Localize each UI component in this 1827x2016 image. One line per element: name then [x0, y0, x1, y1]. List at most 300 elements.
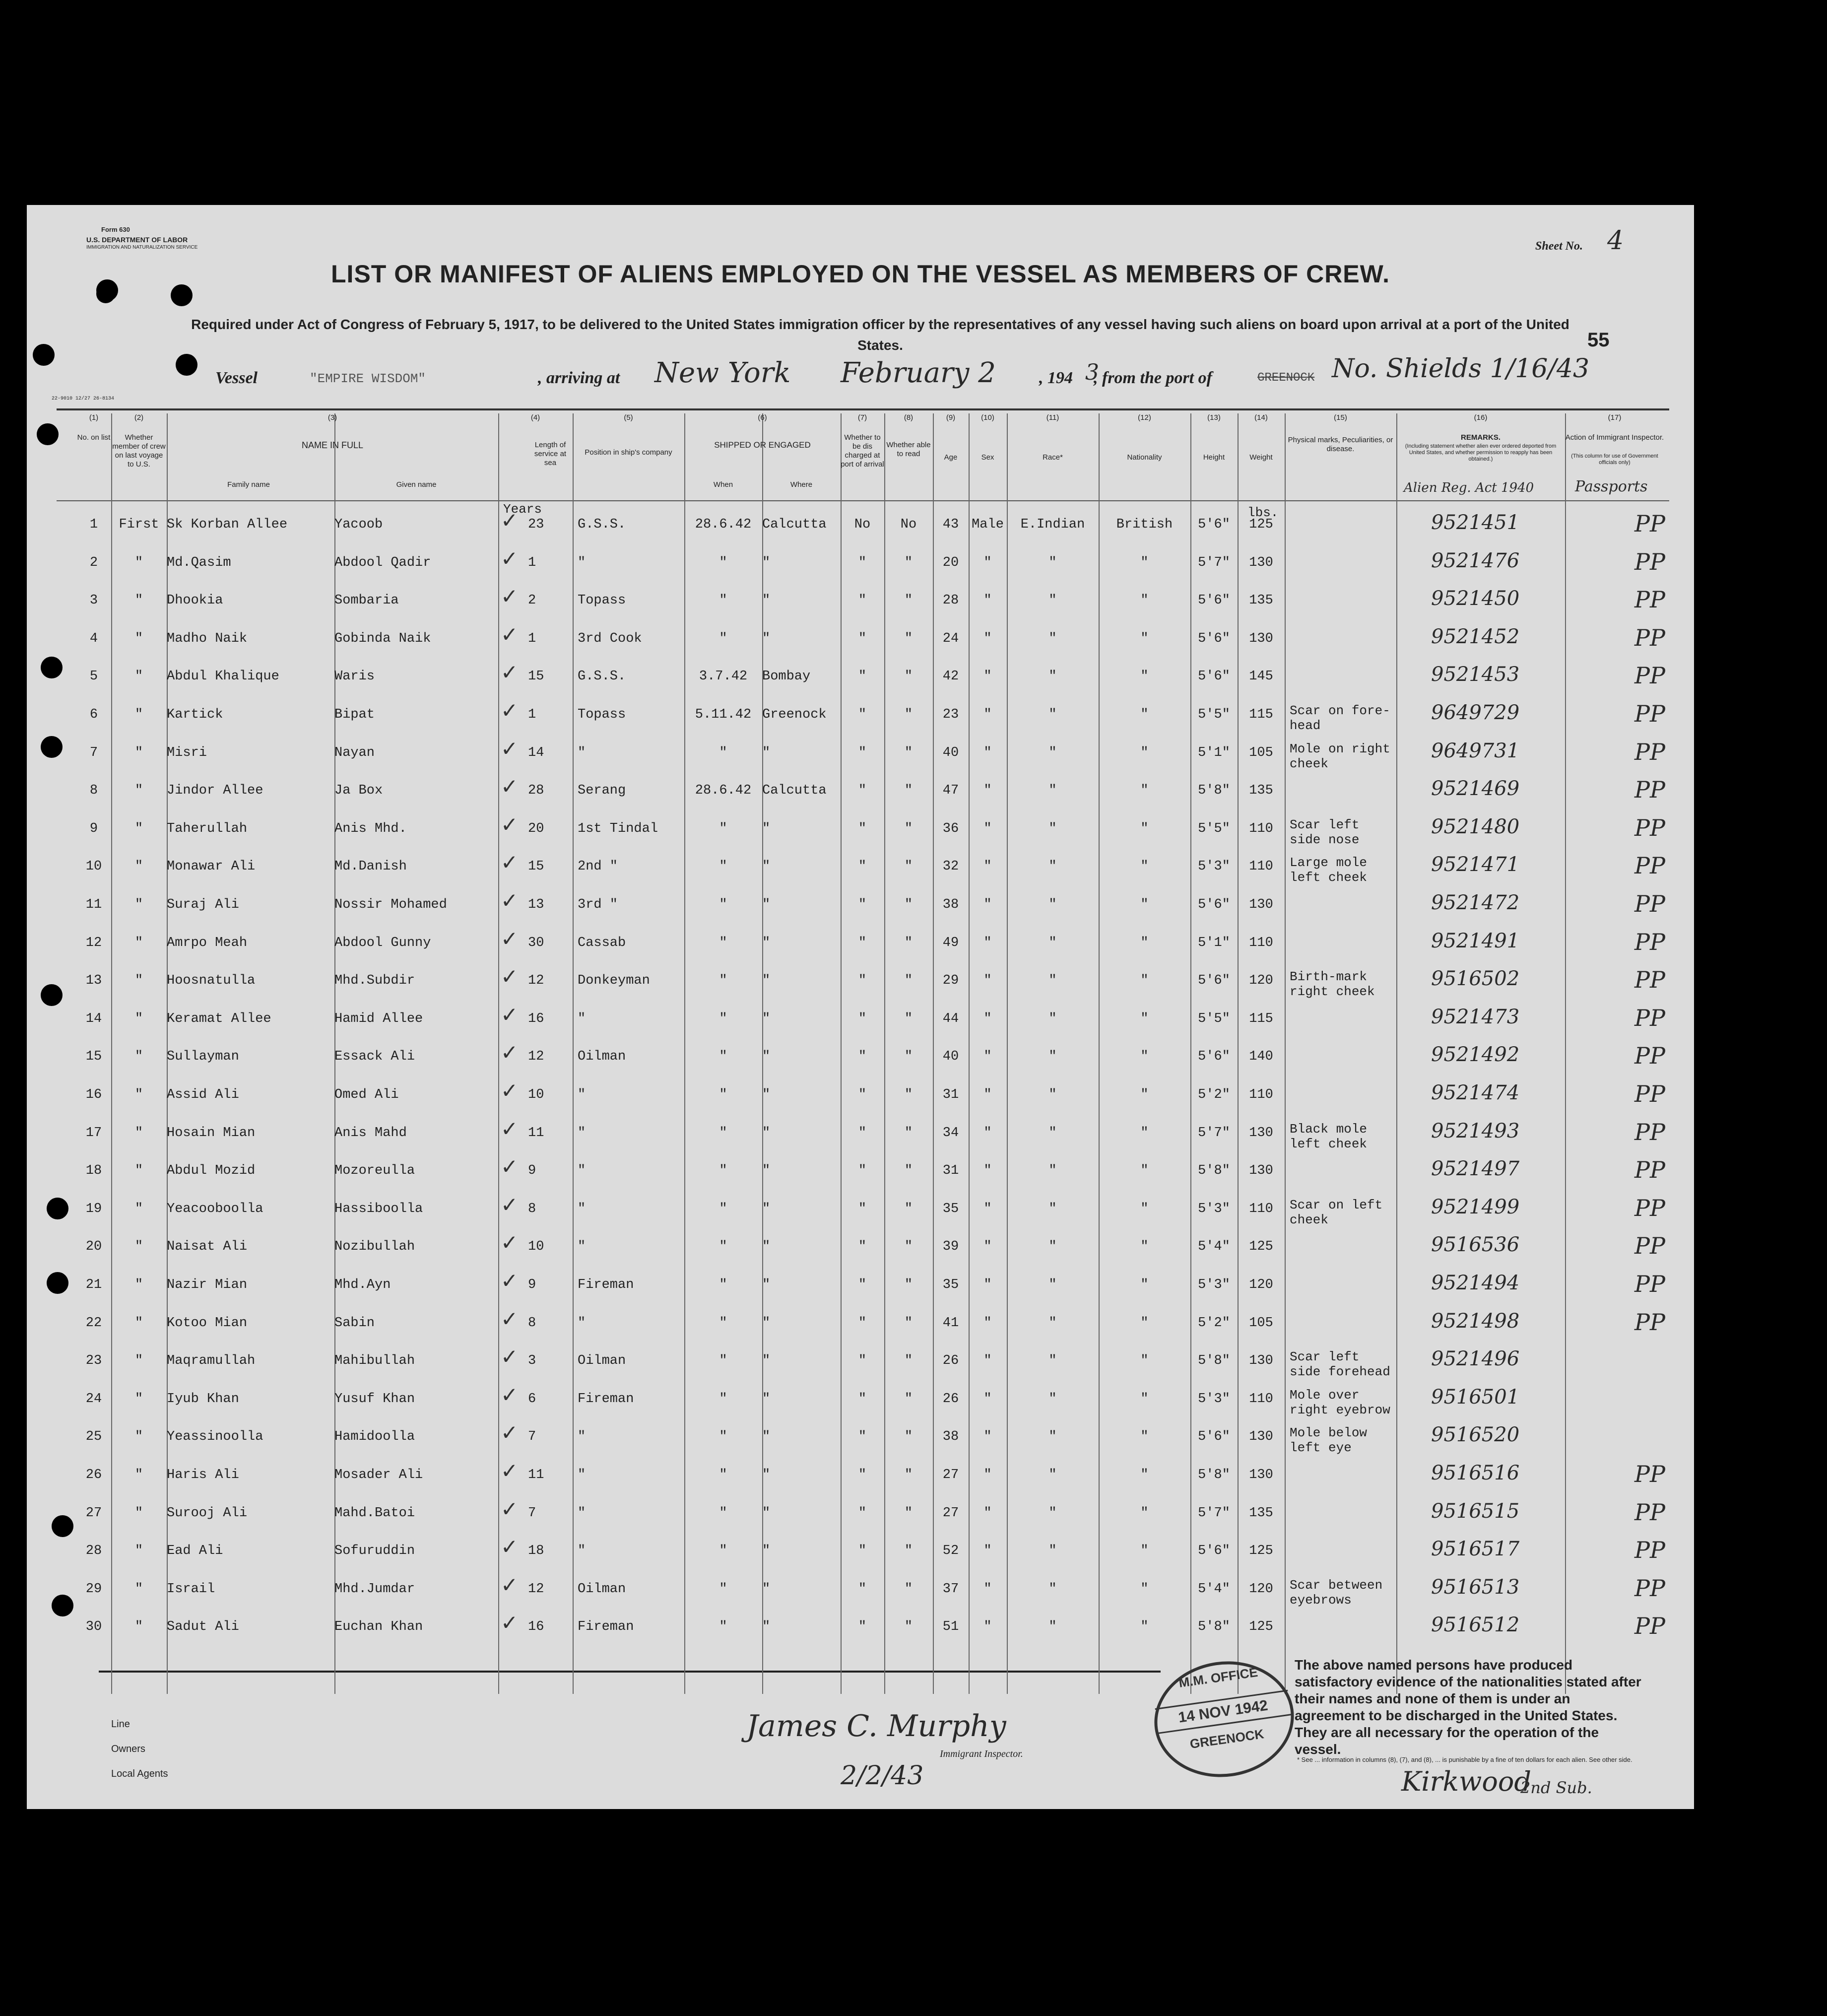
shipped-when: " [719, 821, 727, 836]
sex: " [983, 1391, 992, 1407]
shipped-when: " [719, 1429, 727, 1445]
height: 5'6" [1198, 1049, 1230, 1065]
table-row [27, 1306, 1694, 1347]
col-num-11: (11) [1046, 413, 1059, 422]
age: 28 [942, 593, 959, 608]
inspector-action: PP [1634, 700, 1665, 727]
shipped-where: " [762, 1239, 771, 1255]
header-physical-marks: Physical marks, Peculiarities, or disease. [1288, 436, 1393, 453]
header-nationality: Nationality [1127, 453, 1162, 462]
able-to-read: " [904, 973, 913, 989]
table-row [27, 926, 1694, 967]
physical-marks: Large mole left cheek [1290, 855, 1368, 885]
alien-registration-number: 9521480 [1431, 815, 1520, 838]
able-to-read: " [904, 593, 913, 608]
age: 27 [942, 1468, 959, 1482]
shipped-where: " [762, 631, 771, 646]
check-mark-icon: ✓ [501, 698, 519, 723]
able-to-read: " [904, 745, 913, 760]
discharged: " [858, 821, 867, 836]
age: 40 [942, 745, 959, 760]
year-prefix: , 194 [1039, 369, 1073, 387]
discharged: " [858, 1315, 867, 1331]
height: 5'6" [1198, 517, 1230, 532]
header-given-name: Given name [396, 480, 437, 489]
table-row [27, 662, 1694, 700]
page-subtitle: Required under Act of Congress of February 5, 1917, to be delivered to the United States immigration officer by the representatives of any vessel having such aliens on board upon arrival at a port of the United States. [191, 317, 1569, 353]
position: " [578, 1429, 586, 1445]
weight: 125 [1249, 1544, 1273, 1559]
shipped-where: Calcutta [762, 517, 827, 532]
weight: 130 [1249, 631, 1273, 646]
family-name: Madho Naik [167, 631, 248, 646]
shipped-when: " [719, 1239, 727, 1255]
header-race: Race* [1043, 453, 1063, 462]
crew-member-flag: " [134, 1505, 143, 1521]
given-name: Sofuruddin [334, 1544, 415, 1559]
length-of-service: 10 [528, 1239, 544, 1255]
nationality: " [1140, 1239, 1149, 1255]
position: " [578, 1239, 586, 1255]
vessel-label: Vessel [215, 369, 258, 387]
position: " [578, 745, 586, 760]
table-row [27, 1042, 1694, 1080]
sex: " [983, 593, 992, 608]
alien-registration-number: 9521497 [1431, 1157, 1520, 1181]
header-action: Action of Immigrant Inspector. [1565, 433, 1664, 442]
weight: 110 [1249, 1087, 1273, 1102]
page-mark: 55 [1587, 329, 1610, 351]
sex: " [983, 1011, 992, 1026]
binder-hole [176, 354, 197, 376]
nationality: " [1140, 1581, 1149, 1597]
height: 5'3" [1198, 1201, 1230, 1216]
given-name: Md.Danish [334, 859, 407, 874]
alien-registration-number: 9521451 [1431, 511, 1520, 534]
race: " [1048, 1163, 1057, 1179]
height: 5'4" [1198, 1239, 1230, 1255]
given-name: Sombaria [334, 593, 399, 608]
header-sex: Sex [981, 453, 994, 462]
shipped-when: " [719, 1163, 727, 1179]
height: 5'6" [1198, 897, 1230, 912]
col-num-12: (12) [1138, 413, 1151, 422]
race: " [1048, 1429, 1057, 1445]
able-to-read: " [904, 1468, 913, 1482]
family-name: Nazir Mian [167, 1277, 248, 1292]
check-mark-icon: ✓ [501, 1572, 519, 1597]
given-name: Gobinda Naik [334, 631, 431, 646]
family-name: Sullayman [167, 1049, 239, 1065]
table-row [27, 1232, 1694, 1271]
inspector-action: PP [1634, 1537, 1665, 1564]
table-row [27, 1346, 1694, 1385]
family-name: Hoosnatulla [167, 973, 256, 989]
row-number: 28 [85, 1544, 102, 1559]
action-handwritten-header: Passports [1575, 478, 1648, 495]
position: Serang [578, 783, 626, 799]
sex: " [983, 631, 992, 646]
sex: " [983, 821, 992, 836]
check-mark-icon: ✓ [501, 1611, 519, 1635]
shipped-where: " [762, 1201, 771, 1216]
shipped-where: " [762, 1391, 771, 1407]
shipped-where: " [762, 1125, 771, 1141]
nationality: " [1140, 973, 1149, 989]
given-name: Mozoreulla [334, 1163, 415, 1179]
col-num-15: (15) [1334, 413, 1347, 422]
arrival-date: February 2 [841, 357, 996, 389]
sheet-label: Sheet No. [1535, 240, 1583, 253]
family-name: Iyub Khan [167, 1391, 239, 1407]
header-action-note: (This column for use of Government officials only) [1571, 453, 1658, 466]
family-name: Jindor Allee [167, 783, 263, 799]
header-remarks-note: (Including statement whether alien ever ordered deported from United States, and whether permission to reapply has been obtained.) [1405, 443, 1557, 462]
row-number: 27 [85, 1505, 102, 1521]
header-no-on-list: No. on list [77, 433, 111, 442]
height: 5'6" [1198, 669, 1230, 684]
length-of-service: 30 [528, 935, 544, 950]
alien-registration-number: 9516512 [1431, 1613, 1520, 1637]
sex: " [983, 1277, 992, 1292]
age: 35 [942, 1201, 959, 1216]
height: 5'1" [1198, 745, 1230, 760]
sex: " [983, 707, 992, 722]
able-to-read: " [904, 1544, 913, 1559]
height: 5'6" [1198, 1429, 1230, 1445]
family-name: Maqramullah [167, 1353, 256, 1369]
height: 5'8" [1198, 1619, 1230, 1635]
position: 3rd " [578, 897, 618, 912]
shipped-where: " [762, 1163, 771, 1179]
alien-registration-number: 9516517 [1431, 1538, 1520, 1561]
given-name: Mosader Ali [334, 1468, 423, 1482]
crew-member-flag: " [134, 631, 143, 646]
race: " [1048, 1505, 1057, 1521]
position: " [578, 1468, 586, 1482]
age: 40 [942, 1049, 959, 1065]
position: G.S.S. [578, 669, 626, 684]
position: 1st Tindal [578, 821, 658, 836]
given-name: Anis Mahd [334, 1125, 407, 1141]
shipped-when: " [719, 1505, 727, 1521]
given-name: Sabin [334, 1315, 375, 1331]
race: " [1048, 859, 1057, 874]
discharged: " [858, 1239, 867, 1255]
length-of-service: 7 [528, 1429, 536, 1445]
age: 29 [942, 973, 959, 989]
nationality: " [1140, 897, 1149, 912]
inspector-action: PP [1634, 586, 1665, 613]
shipped-where: " [762, 1468, 771, 1482]
length-of-service: 12 [528, 973, 544, 989]
height: 5'5" [1198, 707, 1230, 722]
age: 20 [942, 555, 959, 570]
weight: 110 [1249, 1201, 1273, 1216]
inspector-date: 2/2/43 [841, 1761, 924, 1791]
check-mark-icon: ✓ [501, 964, 519, 989]
given-name: Nayan [334, 745, 375, 760]
sex: " [983, 1125, 992, 1141]
alien-registration-number: 9521473 [1431, 1005, 1520, 1028]
family-name: Abdul Mozid [167, 1163, 256, 1179]
able-to-read: " [904, 821, 913, 836]
race: " [1048, 1544, 1057, 1559]
race: E.Indian [1020, 517, 1085, 532]
position: Fireman [578, 1277, 634, 1292]
height: 5'8" [1198, 1353, 1230, 1369]
table-row [27, 1537, 1694, 1575]
alien-registration-number: 9649729 [1431, 701, 1520, 724]
shipped-when: " [719, 1391, 727, 1407]
shipped-when: " [719, 1353, 727, 1369]
position: " [578, 1201, 586, 1216]
header-age: Age [944, 453, 958, 462]
shipped-when: " [719, 935, 727, 950]
age: 32 [942, 859, 959, 874]
crew-member-flag: " [134, 1087, 143, 1102]
alien-registration-number: 9521496 [1431, 1347, 1520, 1371]
col-num-2: (2) [134, 413, 144, 422]
age: 34 [942, 1125, 959, 1141]
alien-registration-number: 9521471 [1431, 853, 1520, 876]
sex: " [983, 1201, 992, 1216]
check-mark-icon: ✓ [501, 1078, 519, 1103]
length-of-service: 6 [528, 1391, 536, 1407]
inspector-action: PP [1634, 1308, 1665, 1336]
alien-registration-number: 9521450 [1431, 587, 1520, 610]
discharged: " [858, 1163, 867, 1179]
able-to-read: " [904, 1163, 913, 1179]
year-suffix: 3 [1085, 360, 1099, 385]
crew-member-flag: " [134, 1619, 143, 1635]
race: " [1048, 1125, 1057, 1141]
family-name: Taherullah [167, 821, 248, 836]
nationality: " [1140, 1011, 1149, 1026]
given-name: Hamid Allee [334, 1011, 423, 1026]
crew-member-flag: " [134, 1277, 143, 1292]
discharged: " [858, 669, 867, 684]
given-name: Yacoob [334, 517, 383, 532]
able-to-read: " [904, 1125, 913, 1141]
length-of-service: 20 [528, 821, 544, 836]
nationality: " [1140, 783, 1149, 799]
weight: 125 [1249, 1619, 1273, 1635]
position: G.S.S. [578, 517, 626, 532]
alien-registration-number: 9521494 [1431, 1272, 1520, 1294]
col-num-4: (4) [530, 413, 540, 422]
position: " [578, 1315, 586, 1331]
alien-registration-number: 9521453 [1431, 663, 1520, 686]
length-of-service: 15 [528, 859, 544, 874]
sex: " [983, 1315, 992, 1331]
check-mark-icon: ✓ [501, 1040, 519, 1065]
discharged: " [858, 1201, 867, 1216]
alien-registration-number: 9516520 [1431, 1423, 1520, 1447]
family-name: Israil [167, 1581, 215, 1597]
age: 31 [942, 1163, 959, 1179]
stamp-date: 14 NOV 1942 [1155, 1690, 1292, 1734]
weight: 130 [1249, 1163, 1273, 1179]
crew-member-flag: " [134, 821, 143, 836]
shipped-when: " [719, 1619, 727, 1635]
shipped-where: " [762, 1277, 771, 1292]
table-row [27, 548, 1694, 587]
inspector-action: PP [1634, 624, 1665, 651]
family-name: Suraj Ali [167, 897, 239, 912]
shipped-where: " [762, 1011, 771, 1026]
header-position: Position in ship's company [585, 448, 672, 457]
position: Topass [578, 593, 626, 608]
race: " [1048, 707, 1057, 722]
given-name: Euchan Khan [334, 1619, 423, 1635]
discharged: No [854, 517, 871, 532]
alien-registration-number: 9521491 [1431, 929, 1520, 952]
shipped-where: Bombay [762, 669, 811, 684]
height: 5'3" [1198, 859, 1230, 874]
position: " [578, 1125, 586, 1141]
position: 3rd Cook [578, 631, 642, 646]
sex: " [983, 859, 992, 874]
length-of-service: 2 [528, 593, 536, 608]
inspector-action: PP [1634, 1042, 1665, 1070]
row-number: 4 [89, 631, 98, 646]
weight: 130 [1249, 1468, 1273, 1482]
shipped-where: " [762, 1581, 771, 1597]
nationality: " [1140, 1163, 1149, 1179]
height: 5'6" [1198, 973, 1230, 989]
nationality: " [1140, 1544, 1149, 1559]
height: 5'4" [1198, 1581, 1230, 1597]
shipped-when: " [719, 1125, 727, 1141]
sheet-number: 4 [1607, 226, 1624, 256]
table-row [27, 890, 1694, 929]
race: " [1048, 1201, 1057, 1216]
from-port-struck: GREENOCK [1257, 371, 1315, 385]
check-mark-icon: ✓ [501, 1344, 519, 1369]
alien-registration-number: 9516513 [1431, 1575, 1520, 1599]
sex: " [983, 1468, 992, 1482]
discharged: " [858, 1353, 867, 1369]
col-num-8: (8) [904, 413, 914, 422]
given-name: Mahd.Batoi [334, 1505, 415, 1521]
nationality: " [1140, 1087, 1149, 1102]
master-statement: The above named persons have produced satisfactory evidence of the nationalities stated after their names and none of them is under an agreement to be discharged in the United States. They are all necessary for the operation of the vessel. [1295, 1657, 1641, 1757]
header-where: Where [790, 480, 813, 489]
nationality: " [1140, 1468, 1149, 1482]
shipped-when: " [719, 1011, 727, 1026]
shipped-where: " [762, 1087, 771, 1102]
shipped-where: " [762, 745, 771, 760]
check-mark-icon: ✓ [501, 660, 519, 685]
length-of-service: 1 [528, 555, 536, 570]
alien-registration-number: 9649731 [1431, 739, 1520, 762]
able-to-read: " [904, 1581, 913, 1597]
position: Topass [578, 707, 626, 722]
col-num-5: (5) [624, 413, 633, 422]
discharged: " [858, 1468, 867, 1482]
shipped-where: " [762, 1544, 771, 1559]
crew-member-flag: " [134, 1468, 143, 1482]
check-mark-icon: ✓ [501, 584, 519, 609]
inspector-action: PP [1634, 1232, 1665, 1260]
crew-member-flag: " [134, 1239, 143, 1255]
nationality: " [1140, 593, 1149, 608]
discharged: " [858, 783, 867, 799]
position: Donkeyman [578, 973, 650, 989]
shipped-when: " [719, 1468, 727, 1482]
length-of-service: 12 [528, 1049, 544, 1065]
shipped-when: " [719, 593, 727, 608]
header-member-of-crew: Whether member of crew on last voyage to U.S. [112, 433, 166, 469]
alien-registration-number: 9516515 [1431, 1499, 1520, 1523]
able-to-read: " [904, 935, 913, 950]
check-mark-icon: ✓ [501, 1535, 519, 1559]
age: 49 [942, 935, 959, 950]
check-mark-icon: ✓ [501, 888, 519, 913]
sex: " [983, 1049, 992, 1065]
age: 52 [942, 1544, 959, 1559]
shipped-when: " [719, 555, 727, 570]
age: 51 [942, 1619, 959, 1635]
row-number: 2 [89, 555, 98, 570]
table-row [27, 624, 1694, 663]
local-agents-label: Local Agents [111, 1768, 168, 1779]
table-row [27, 1496, 1694, 1537]
crew-member-flag: First [119, 517, 159, 532]
crew-member-flag: " [134, 859, 143, 874]
given-name: Hassiboolla [334, 1201, 423, 1216]
race: " [1048, 821, 1057, 836]
col-num-7: (7) [857, 413, 867, 422]
height: 5'8" [1198, 783, 1230, 799]
header-family-name: Family name [227, 480, 270, 489]
height: 5'5" [1198, 1011, 1230, 1026]
weight: 115 [1249, 1011, 1273, 1026]
position: Oilman [578, 1049, 626, 1065]
position: Fireman [578, 1619, 634, 1635]
discharged: " [858, 745, 867, 760]
height: 5'6" [1198, 593, 1230, 608]
weight: 145 [1249, 669, 1273, 684]
length-of-service: 9 [528, 1277, 536, 1292]
physical-marks: Scar left side nose [1290, 817, 1360, 847]
family-name: Abdul Khalique [167, 669, 279, 684]
shipped-when: " [719, 1087, 727, 1102]
shipped-when: 3.7.42 [699, 669, 748, 684]
remarks-handwritten-header: Alien Reg. Act 1940 [1404, 480, 1534, 495]
given-name: Omed Ali [334, 1087, 399, 1102]
height: 5'8" [1198, 1163, 1230, 1179]
weight: 135 [1249, 1505, 1273, 1521]
alien-registration-number: 9521472 [1431, 891, 1520, 914]
sex: " [983, 1581, 992, 1597]
crew-member-flag: " [134, 1315, 143, 1331]
family-name: Amrpo Meah [167, 935, 248, 950]
row-number: 15 [85, 1049, 102, 1065]
nationality: " [1140, 821, 1149, 836]
check-mark-icon: ✓ [501, 1192, 519, 1217]
alien-registration-number: 9521499 [1431, 1195, 1520, 1218]
inspector-action: PP [1634, 852, 1665, 879]
height: 5'2" [1198, 1315, 1230, 1331]
discharged: " [858, 1544, 867, 1559]
shipped-where: " [762, 897, 771, 912]
weight: 120 [1249, 973, 1273, 989]
weight: 130 [1249, 897, 1273, 912]
shipped-where: " [762, 1353, 771, 1369]
race: " [1048, 593, 1057, 608]
